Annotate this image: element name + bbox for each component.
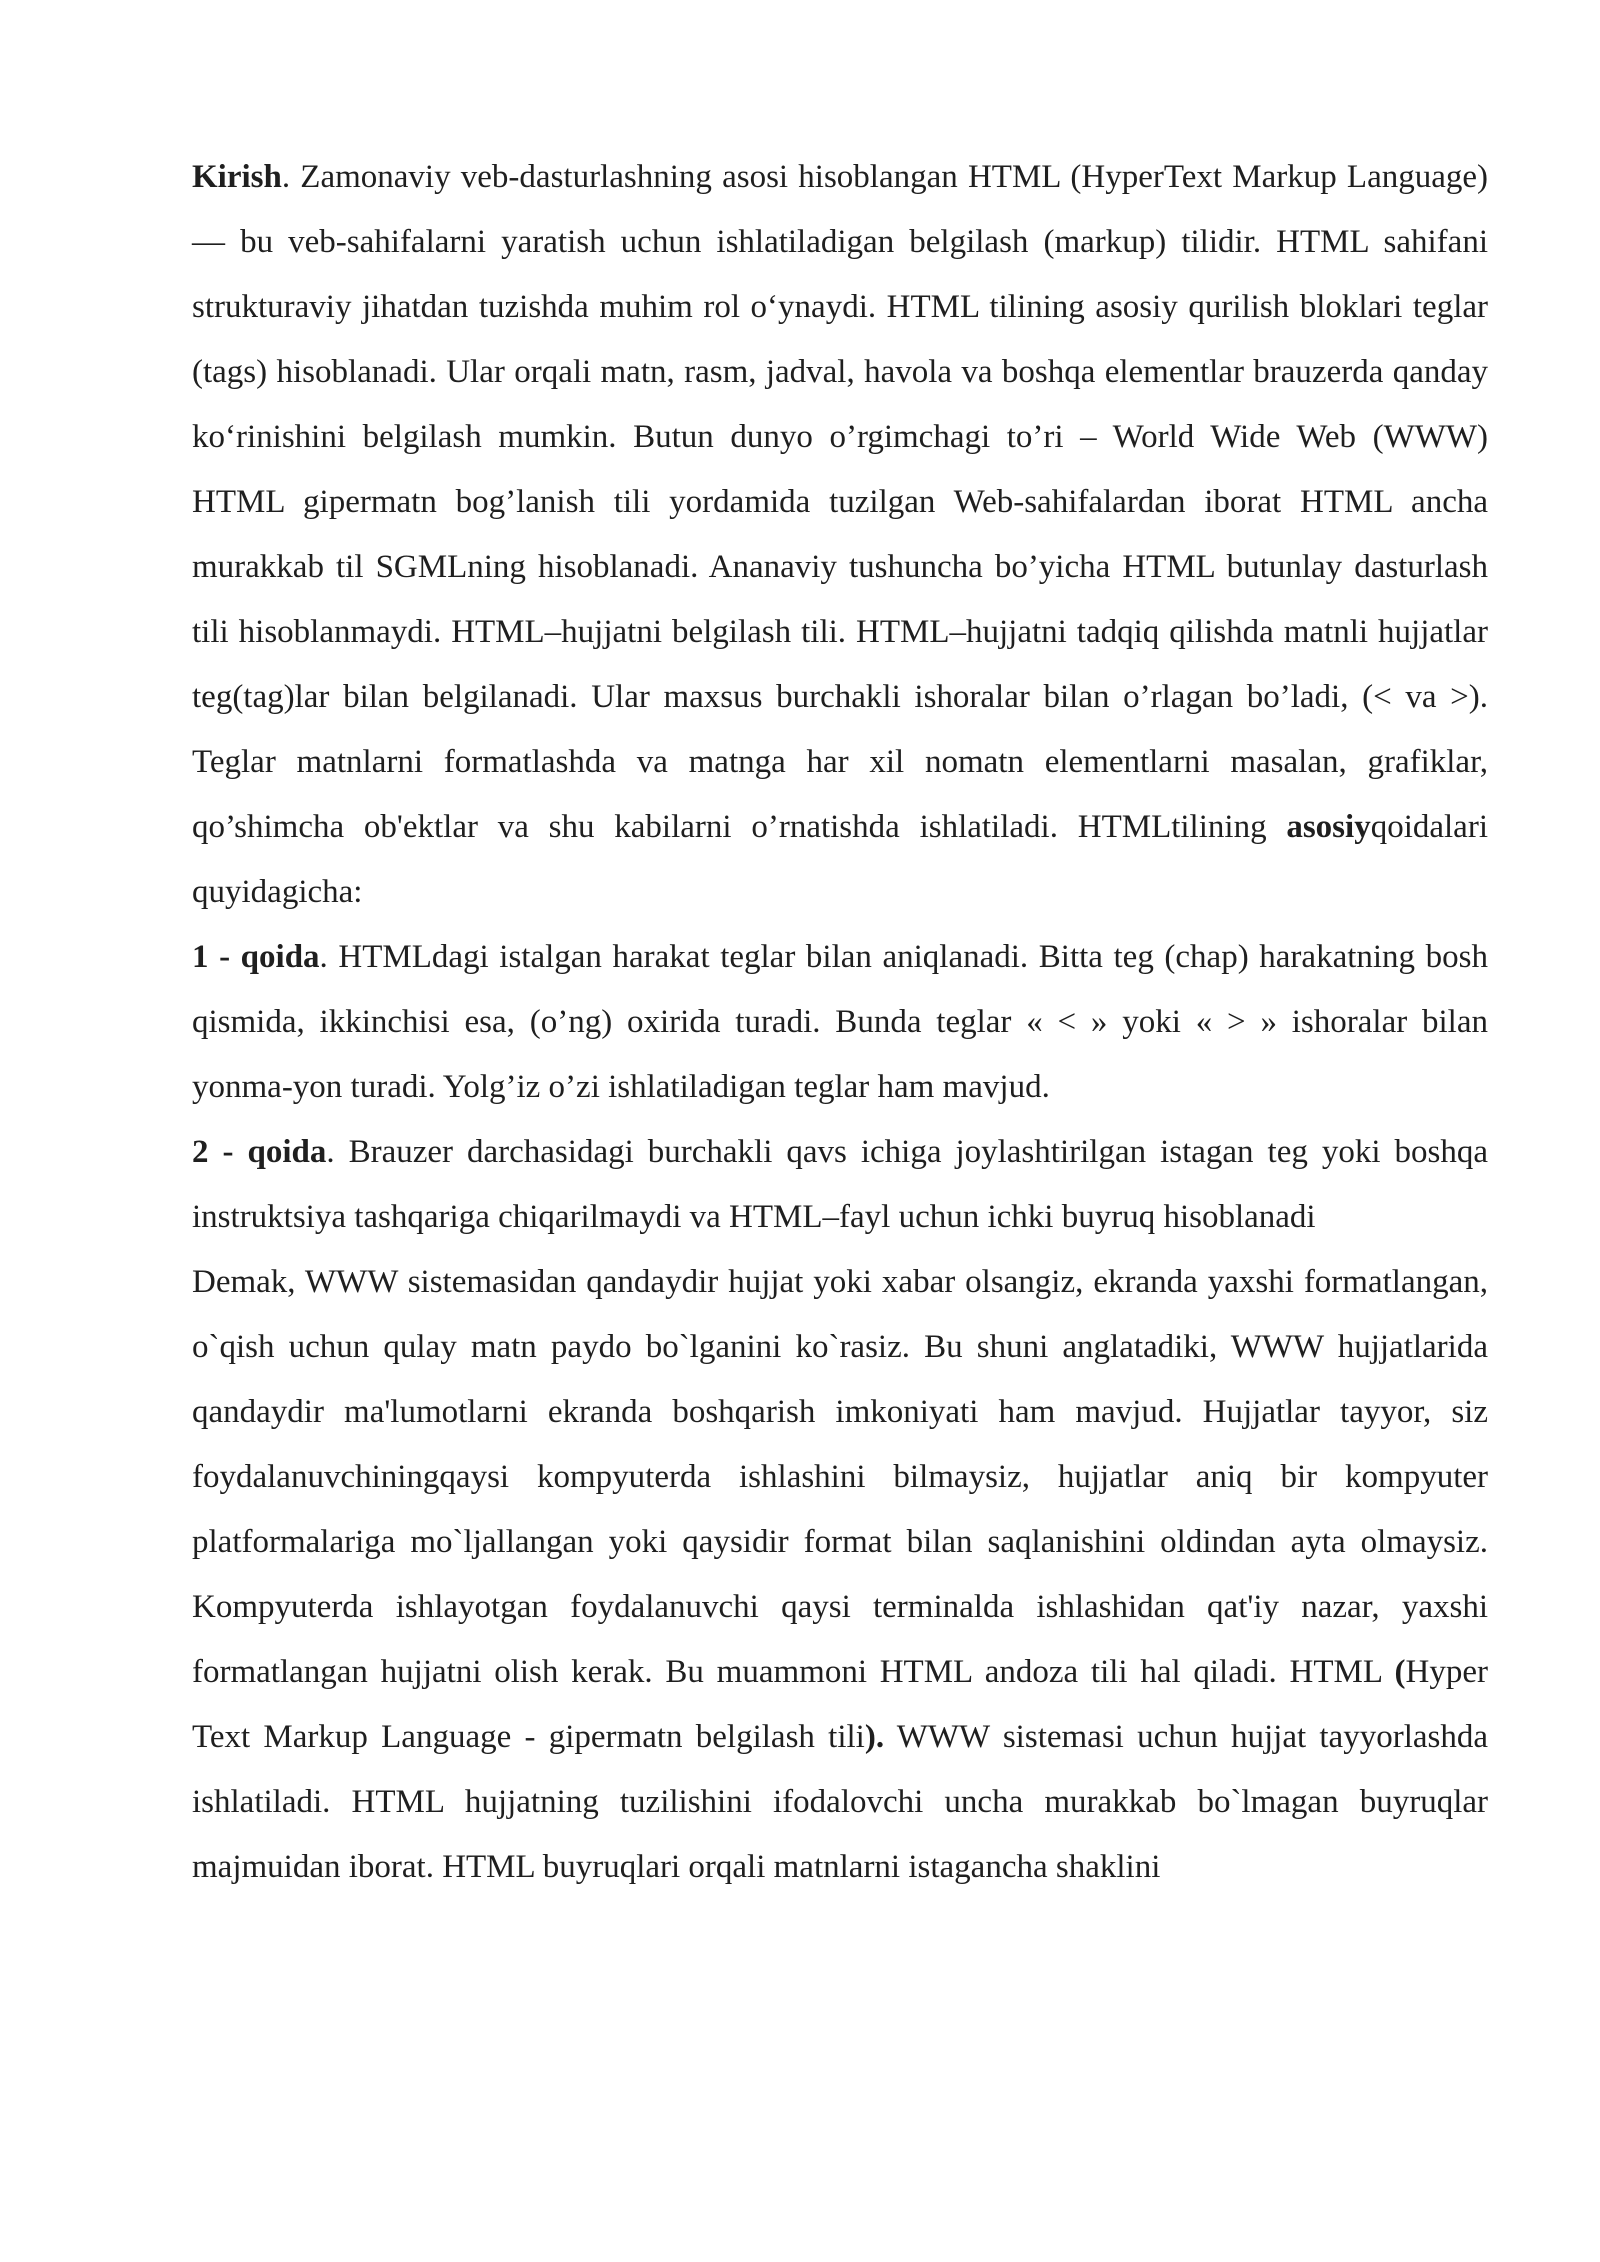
rule-1-text: . HTMLdagi istalgan harakat teglar bilan aniqlanadi. Bitta teg (chap) harakatning bosh qismida, ikkinchisi esa, (o’ng) oxirida turadi. Bunda teglar « < » yoki « > » ishoralar bilan yonma-yon turadi. Yolg’iz o’zi ishlatiladigan teglar ham mavjud. bbox=[192, 939, 1488, 1105]
paren-open: ( bbox=[1394, 1654, 1406, 1690]
rule-2-label: 2 - qoida bbox=[192, 1134, 327, 1170]
paren-close: ). bbox=[864, 1719, 885, 1755]
rule-1-paragraph bbox=[192, 925, 1488, 1120]
intro-text: . Zamonaviy veb-dasturlashning asosi hisoblangan HTML (HyperText Markup Language) — bu veb-sahifalarni yaratish uchun ishlatiladigan belgilash (markup) tilidir. HTML sahifani strukturaviy jihatdan tuzishda muhim rol o‘ynaydi. HTML tilining asosiy qurilish bloklari teglar (tags) hisoblanadi. Ular orqali matn, rasm, jadval, havola va boshqa elementlar brauzerda qanday ko‘rinishini belgilash mumkin. Butun dunyo o’rgimchagi to’ri – World Wide Web (WWW) HTML gipermatn bog’lanish tili yordamida tuzilgan Web-sahifalardan iborat HTML ancha murakkab til SGMLning hisoblanadi. Ananaviy tushuncha bo’yicha HTML butunlay dasturlash tili hisoblanmaydi. HTML–hujjatni belgilash tili. HTML–hujjatni tadqiq qilishda matnli hujjatlar teg(tag)lar bilan belgilanadi. Ular maxsus burchakli ishoralar bilan o’rlagan bo’ladi, (< va >). Teglar matnlarni formatlashda va matnga har xil nomatn elementlarni masalan, grafiklar, qo’shimcha ob'ektlar va shu kabilarni o’rnatishda ishlatiladi. HTMLtilining bbox=[192, 159, 1488, 845]
document-page bbox=[192, 145, 1488, 1900]
html-expansion: Hyper Text Markup Language - gipermatn belgilash tili bbox=[192, 1654, 1488, 1755]
rule-2-text: . Brauzer darchasidagi burchakli qavs ichiga joylashtirilgan istagan teg yoki boshqa instruktsiya tashqariga chiqarilmaydi va HTML–fayl uchun ichki buyruq hisoblanadi bbox=[192, 1134, 1488, 1235]
demak-paragraph bbox=[192, 1250, 1488, 1900]
demak-text: Demak, WWW sistemasidan qandaydir hujjat yoki xabar olsangiz, ekranda yaxshi formatlangan, o`qish uchun qulay matn paydo bo`lganini ko`rasiz. Bu shuni anglatadiki, WWW hujjatlarida qandaydir ma'lumotlarni ekranda boshqarish imkoniyati ham mavjud. Hujjatlar tayyor, siz foydalanuvchiningqaysi kompyuterda ishlashini bilmaysiz, hujjatlar aniq bir kompyuter platformalariga mo`ljallangan yoki qaysidir format bilan saqlanishini oldindan ayta olmaysiz. Kompyuterda ishlayotgan foydalanuvchi qaysi terminalda ishlashidan qat'iy nazar, yaxshi formatlangan hujjatni olish kerak. Bu muammoni HTML andoza tili hal qiladi. HTML bbox=[192, 1264, 1488, 1690]
asosiy-bold: asosiy bbox=[1286, 809, 1371, 845]
intro-text-end: qoidalari quyidagicha: bbox=[192, 809, 1488, 910]
rule-1-label: 1 - qoida bbox=[192, 939, 320, 975]
demak-text-end: WWW sistemasi uchun hujjat tayyorlashda ishlatiladi. HTML hujjatning tuzilishini ifodalovchi uncha murakkab bo`lmagan buyruqlar majmuidan iborat. HTML buyruqlari orqali matnlarni istagancha shaklini bbox=[192, 1719, 1488, 1885]
kirish-heading: Kirish bbox=[192, 159, 282, 195]
rule-2-paragraph bbox=[192, 1120, 1488, 1250]
intro-paragraph bbox=[192, 145, 1488, 925]
